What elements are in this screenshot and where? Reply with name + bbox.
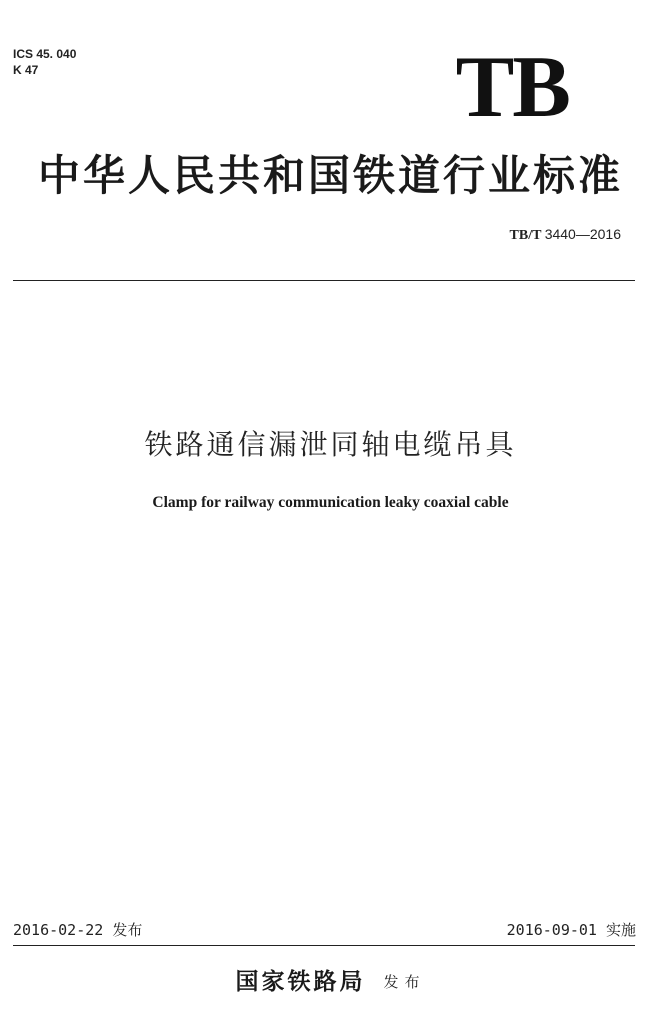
implement-date: 2016-09-01 bbox=[506, 921, 597, 939]
document-title-en: Clamp for railway communication leaky coaxial cable bbox=[152, 494, 509, 511]
standard-category-title: 中华人民共和国铁道行业标准 bbox=[37, 151, 623, 200]
tb-logo: TB bbox=[455, 39, 569, 136]
implement-date-line bbox=[507, 920, 636, 940]
publisher-line bbox=[0, 967, 661, 997]
document-title-cn: 铁路通信漏泄同轴电缆吊具 bbox=[144, 428, 517, 461]
classification-codes bbox=[13, 46, 76, 78]
issue-date-line bbox=[13, 920, 142, 940]
issue-date: 2016-02-22 bbox=[13, 921, 104, 939]
standard-number-value: 3440—2016 bbox=[544, 226, 621, 242]
standard-prefix: TB/T bbox=[509, 228, 542, 243]
publisher-name: 国家铁路局 bbox=[235, 968, 366, 995]
standard-number bbox=[510, 225, 621, 245]
publisher-action: 发布 bbox=[383, 973, 426, 991]
bottom-divider bbox=[13, 945, 635, 946]
ccs-code: K 47 bbox=[13, 63, 39, 77]
issue-label: 发布 bbox=[112, 921, 143, 939]
top-divider bbox=[13, 280, 635, 281]
ics-code: ICS 45. 040 bbox=[13, 47, 77, 61]
implement-label: 实施 bbox=[605, 921, 636, 939]
